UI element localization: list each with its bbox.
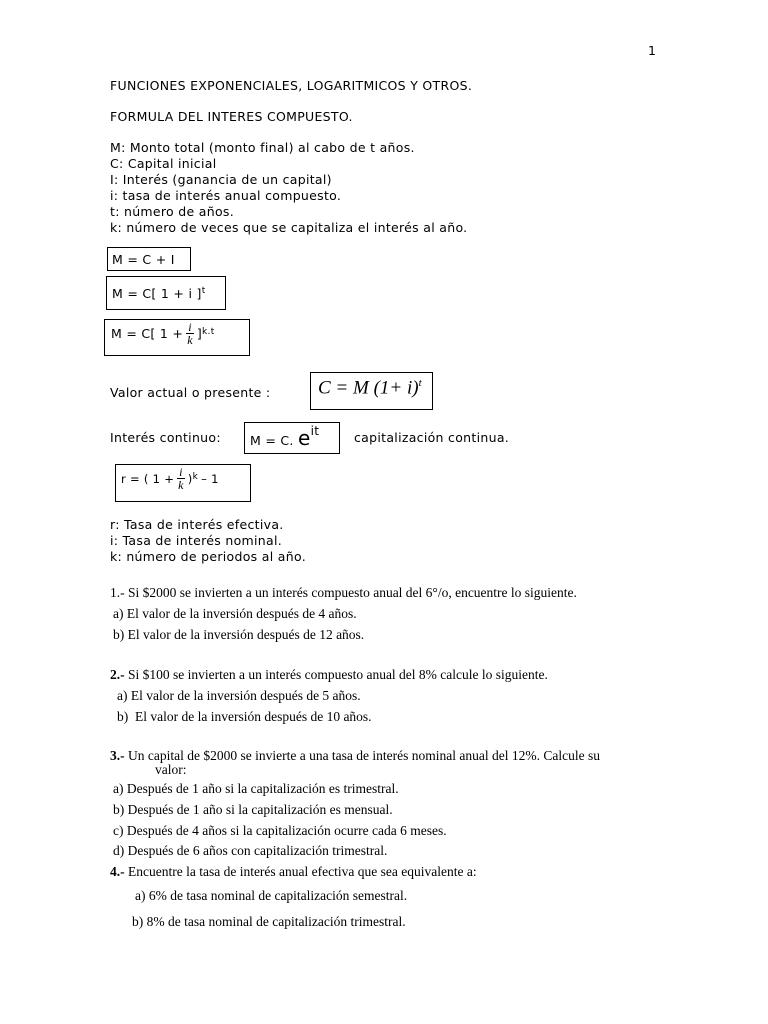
problem-number: 1.- — [110, 585, 125, 600]
definition-item: k: número de periodos al año. — [110, 549, 306, 564]
problem-number: 4.- — [110, 864, 125, 879]
present-value-exponent: t — [418, 377, 422, 389]
problem-3-item-c: c) Después de 4 años si la capitalización ocurre cada 6 meses. — [113, 823, 447, 838]
rate-definitions-list — [110, 517, 306, 565]
definition-item: M: Monto total (monto final) al cabo de t años. — [110, 140, 415, 155]
problem-text: Si $2000 se invierten a un interés compuesto anual del 6°/o, encuentre lo siguiente. — [124, 585, 577, 600]
problem-text: Un capital de $2000 se invierte a una tasa de interés nominal anual del 12%. Calcule su — [124, 748, 600, 763]
fraction-numerator: i — [179, 465, 183, 479]
definition-item: t: número de años. — [110, 204, 234, 219]
problem-3-statement-continuation: valor: — [155, 762, 187, 777]
fraction-i-over-k — [176, 466, 186, 491]
problem-1-item-a: a) El valor de la inversión después de 4 años. — [113, 606, 357, 621]
continuous-caption: capitalización continua. — [354, 430, 510, 445]
problem-4-item-a: a) 6% de tasa nominal de capitalización semestral. — [135, 888, 408, 903]
effective-exponent: k — [192, 472, 199, 482]
fraction-i-over-k — [185, 321, 195, 346]
definition-item: C: Capital inicial — [110, 156, 217, 171]
formula-compound-k — [111, 321, 215, 346]
definition-item: i: tasa de interés anual compuesto. — [110, 188, 342, 203]
definition-item: I: Interés (ganancia de un capital) — [110, 172, 332, 187]
formula-continuous — [250, 424, 319, 450]
formula-effective-rate — [121, 466, 219, 491]
fraction-numerator: i — [188, 320, 192, 334]
main-title: FUNCIONES EXPONENCIALES, LOGARITMICOS Y OTROS. — [110, 78, 473, 93]
problem-3-item-a: a) Después de 1 año si la capitalización es trimestral. — [113, 781, 399, 796]
fraction-denominator: k — [187, 333, 193, 347]
present-value-label: Valor actual o presente : — [110, 385, 271, 400]
problem-3-item-b: b) Después de 1 año si la capitalización es mensual. — [113, 802, 393, 817]
problem-3-item-d: d) Después de 6 años con capitalización trimestral. — [113, 843, 388, 858]
effective-suffix: ) — [187, 471, 193, 486]
problem-1-statement — [110, 585, 577, 601]
problem-2-statement — [110, 667, 548, 683]
formula-compound-k-suffix: ] — [196, 326, 203, 341]
problem-4-statement — [110, 864, 477, 880]
present-value-expression: C = M (1+ i) — [318, 377, 419, 399]
continuous-interest-label: Interés continuo: — [110, 430, 221, 445]
fraction-denominator: k — [178, 478, 184, 492]
formula-compound-k-prefix: M = C[ 1 + — [111, 326, 184, 341]
section-title: FORMULA DEL INTERES COMPUESTO. — [110, 109, 353, 124]
formula-present-value — [318, 377, 422, 399]
formula-compound-exponent: t — [201, 286, 206, 296]
continuous-exponent: it — [310, 424, 320, 438]
problem-4-item-b: b) 8% de tasa nominal de capitalización trimestral. — [132, 914, 406, 929]
problem-number: 2.- — [110, 667, 125, 682]
effective-tail: – 1 — [201, 471, 219, 486]
definition-item: r: Tasa de interés efectiva. — [110, 517, 284, 532]
formula-total-amount: M = C + I — [112, 252, 175, 267]
definition-item: i: Tasa de interés nominal. — [110, 533, 283, 548]
definition-item: k: número de veces que se capitaliza el interés al año. — [110, 220, 468, 235]
definitions-list — [110, 140, 467, 236]
formula-compound-k-exponent: k.t — [202, 327, 215, 337]
page-number: 1 — [648, 43, 657, 58]
effective-prefix: r = ( 1 + — [121, 471, 175, 486]
continuous-expression: M = C. — [250, 433, 294, 448]
problem-text: Encuentre la tasa de interés anual efectiva que sea equivalente a: — [124, 864, 477, 879]
formula-compound — [112, 286, 206, 301]
problem-2-item-b: b) El valor de la inversión después de 10 años. — [117, 709, 372, 724]
problem-1-item-b: b) El valor de la inversión después de 12 años. — [113, 627, 365, 642]
problem-number: 3.- — [110, 748, 125, 763]
formula-compound-base: M = C[ 1 + i ] — [112, 286, 202, 302]
euler-e: e — [298, 426, 311, 450]
problem-text: Si $100 se invierten a un interés compuesto anual del 8% calcule lo siguiente. — [124, 667, 548, 682]
problem-2-item-a: a) El valor de la inversión después de 5 años. — [117, 688, 361, 703]
